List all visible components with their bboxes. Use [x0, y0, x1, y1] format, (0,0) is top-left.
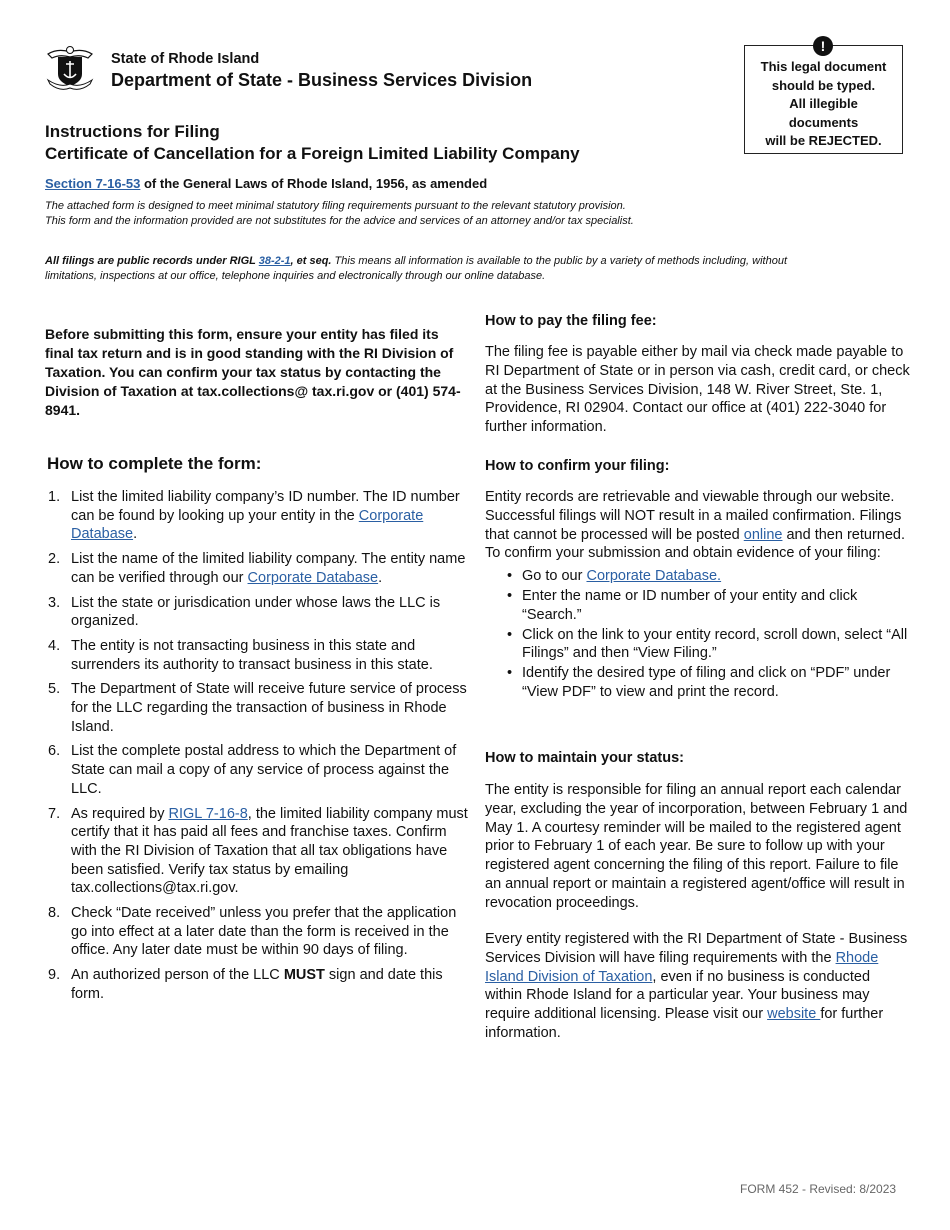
statute-text: of the General Laws of Rhode Island, 1956, as amended [140, 176, 488, 191]
online-link[interactable]: online [743, 526, 783, 543]
list-item: 5. The Department of State will receive future service of process for the LLC regarding the transaction of business in Rhode Island. [48, 681, 467, 735]
list-item: 1. List the limited liability company’s ID number. The ID number can be found by looking up your entity in the Corporate Database. [48, 489, 460, 543]
corporate-database-link[interactable]: Corporate Database [71, 507, 424, 543]
form-revision-footer: FORM 452 - Revised: 8/2023 [740, 1182, 897, 1196]
notice-line: documents [788, 114, 859, 130]
page-title-line1: Instructions for Filing [45, 122, 220, 141]
maintain-status-heading: How to maintain your status: [485, 750, 684, 766]
notice-line: should be typed. [771, 77, 876, 93]
list-item: • Enter the name or ID number of your entity and click “Search.” [507, 587, 858, 623]
page-title-line2: Certificate of Cancellation for a Foreign Limited Liability Company [45, 144, 580, 163]
rigl-7-16-8-link[interactable]: RIGL 7-16-8 [168, 805, 248, 822]
list-item: 3. List the state or jurisdication under whose laws the LLC is organized. [48, 594, 441, 630]
public-records-et-seq: , et seq. [290, 255, 332, 267]
list-item: • Click on the link to your entity record, scroll down, select “All Filings” and then “View Filing.” [507, 626, 908, 662]
list-item: 2. List the name of the limited liability company. The entity name can be verified through our Corporate Database. [48, 551, 466, 586]
corporate-database-link[interactable]: Corporate Database. [586, 568, 722, 585]
statute-reference [45, 176, 487, 191]
disclaimer-line: The attached form is designed to meet minimal statutory filing requirements pursuant to the relevant statutory provision. [45, 200, 626, 212]
pay-fee-text: The filing fee is payable either by mail via check made payable to RI Department of State or in person via cash, credit card, or check at the Business Services Division, 148 W. River Street, Ste. 1, Providence, RI 02904. Contact our office at (401) 222-3040 for further information. [485, 344, 910, 436]
confirm-steps-list [485, 567, 910, 702]
list-item: • Identify the desired type of filing and click on “PDF” under “View PDF” to view and print the record. [507, 665, 891, 700]
list-item: • Go to our Corporate Database. [507, 568, 722, 585]
state-seal-icon [44, 44, 96, 92]
corporate-database-link[interactable]: Corporate Database [247, 569, 379, 586]
list-item: 6. List the complete postal address to which the Department of State can mail a copy of any service of process against the LLC. [48, 743, 457, 797]
maintain-status-text: The entity is responsible for filing an annual report each calendar year, excluding the year of incorporation, between February 1 and May 1. A courtesy reminder will be mailed to the registered agent prior to February 1 of each year. Be sure to follow up with your registered agent concerning the filing of this report. Failure to file an annual report or maintain a registered agent/office will result in revocation proceedings. [485, 782, 908, 911]
tax-status-warning: Before submitting this form, ensure your entity has filed its final tax return and is in good standing with the RI Division of Taxation. You can confirm your tax status by contacting the Division of Taxation at tax.collections@ tax.ri.gov or (401) 574-8941. [45, 326, 461, 418]
public-records-text: This means all information is available to the public by a variety of methods including, without limitations, inspections at our office, telephone inquiries and electronically through our online database. [45, 255, 788, 282]
typed-document-notice [744, 38, 903, 154]
complete-form-heading: How to complete the form: [47, 454, 262, 473]
public-records-bold: All filings are public records under RIGL [45, 255, 259, 267]
disclaimer-line: This form and the information provided are not substitutes for the advice and services of an attorney and/or tax specialist. [45, 215, 634, 227]
pay-fee-heading: How to pay the filing fee: [485, 313, 657, 329]
disclaimer [45, 199, 785, 229]
notice-line: All illegible [789, 96, 858, 111]
section-7-16-53-link[interactable]: Section 7-16-53 [45, 176, 141, 191]
list-item: 9. An authorized person of the LLC MUST sign and date this form. [48, 967, 443, 1002]
ri-division-of-taxation-link[interactable]: Rhode Island Division of Taxation [485, 949, 879, 985]
list-item: 8. Check “Date received” unless you prefer that the application go into effect at a later date than the form is received in the office. Any later date must be within 90 days of filing. [48, 905, 457, 959]
rigl-38-2-1-link[interactable]: 38-2-1 [258, 255, 291, 267]
list-item: 7. As required by RIGL 7-16-8, the limited liability company must certify that it has paid all fees and franchise taxes. Confirm with the RI Division of Taxation that all tax obligations have been satisfied. Verify tax status by emailing tax.collections@tax.ri.gov. [48, 805, 468, 897]
taxation-requirements-text: Every entity registered with the RI Department of State - Business Services Division will have filing requirements with the Rhode Island Division of Taxation, even if no business is conducted within Rhode Island for a particular year. Your business may require additional licensing. Please visit our website for further information. [485, 931, 908, 1041]
public-records-notice [45, 254, 805, 284]
list-item: 4. The entity is not transacting business in this state and surrenders its authority to transact business in this state. [48, 637, 433, 673]
instruction-steps [45, 488, 470, 1010]
confirm-filing-heading: How to confirm your filing: [485, 458, 670, 474]
notice-line: will be REJECTED. [765, 133, 882, 148]
header-department: Department of State - Business Services Division [111, 70, 533, 90]
exclamation-icon: ! [813, 36, 833, 56]
website-link[interactable]: website [767, 1006, 821, 1023]
header-state-name: State of Rhode Island [111, 51, 260, 67]
confirm-filing-section: Entity records are retrievable and viewable through our website. Successful filings will NOT result in a mailed confirmation. Filings that cannot be processed will be posted online and then returned. To confirm your submission and obtain evidence of your filing: • Go to our Corporate Database. • Enter the name or ID number of your entity and click “Search.” • Click on the link to your entity record, scroll down, select “All Filings” and then “View Filing.” • Identify the desired type of filing and click on “PDF” under “View PDF” to view and print the record. [485, 488, 910, 703]
notice-line: This legal document [760, 59, 887, 74]
